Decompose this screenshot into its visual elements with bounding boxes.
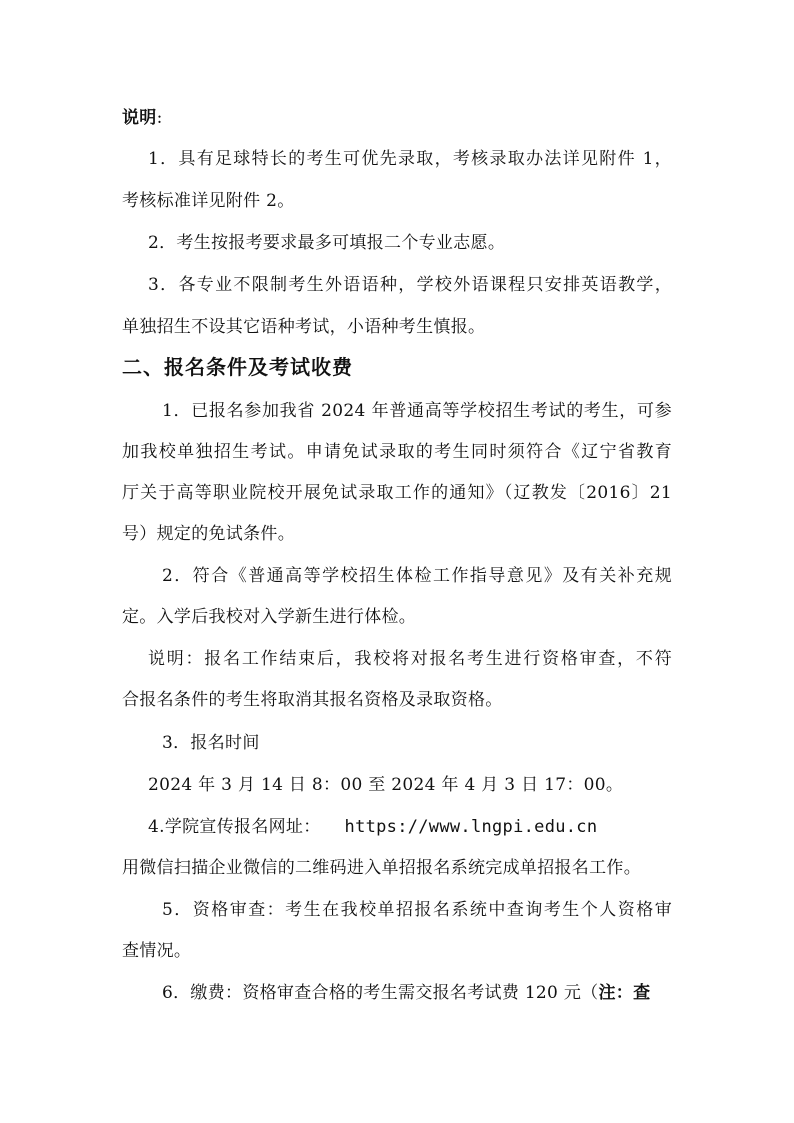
section2-p4-line2: 用微信扫描企业微信的二维码进入单招报名系统完成单招报名工作。 [122, 858, 641, 878]
section2-heading: 二、报名条件及考试收费 [122, 355, 353, 379]
section2-p2-line1: 2．符合《普通高等学校招生体检工作指导意见》及有关补充规 [162, 566, 672, 586]
section2-p1-line4: 号）规定的免试条件。 [122, 524, 295, 544]
section2-p6-bold: 注：查 [598, 983, 651, 1003]
section2-p4-label: 4.学院宣传报名网址： [148, 817, 321, 837]
note-item2: 2．考生按报考要求最多可填报二个专业志愿。 [148, 233, 506, 253]
section2-p1-line3: 厅关于高等职业院校开展免试录取工作的通知》（辽教发〔2016〕21 [122, 483, 672, 503]
section2-p1-line2: 加我校单独招生考试。申请免试录取的考生同时须符合《辽宁省教育 [122, 442, 672, 462]
note-title: 说明 [122, 108, 157, 128]
section2-p6-text: 6．缴费：资格审查合格的考生需交报名考试费 120 元（ [162, 983, 599, 1003]
section2-p3-title: 3．报名时间 [162, 733, 260, 753]
section2-p6-line1 [162, 981, 672, 1005]
section2-p4-line1 [148, 815, 672, 839]
section2-note-line2: 合报名条件的考生将取消其报名资格及录取资格。 [122, 690, 503, 710]
section2-p5-line1: 5．资格审查：考生在我校单招报名系统中查询考生个人资格审 [162, 900, 672, 920]
note-colon: : [156, 108, 163, 128]
note-item1-line1: 1．具有足球特长的考生可优先录取，考核录取办法详见附件 1， [148, 149, 672, 169]
section2-note-line1: 说明：报名工作结束后，我校将对报名考生进行资格审查，不符 [148, 649, 672, 669]
section2-p5-line2: 查情况。 [122, 941, 192, 961]
note-item3-line1: 3．各专业不限制考生外语语种，学校外语课程只安排英语教学， [148, 275, 672, 295]
registration-url-link[interactable]: https://www.lngpi.edu.cn [344, 817, 598, 837]
section2-p2-line2: 定。入学后我校对入学新生进行体检。 [122, 607, 417, 627]
note-item3-line2: 单独招生不设其它语种考试，小语种考生慎报。 [122, 317, 486, 337]
section2-p3-time: 2024 年 3 月 14 日 8：00 至 2024 年 4 月 3 日 17：00。 [148, 775, 624, 795]
note-heading [122, 106, 672, 130]
section2-p1-line1: 1．已报名参加我省 2024 年普通高等学校招生考试的考生，可参 [162, 401, 672, 421]
note-item1-line2: 考核标准详见附件 2。 [122, 191, 295, 211]
